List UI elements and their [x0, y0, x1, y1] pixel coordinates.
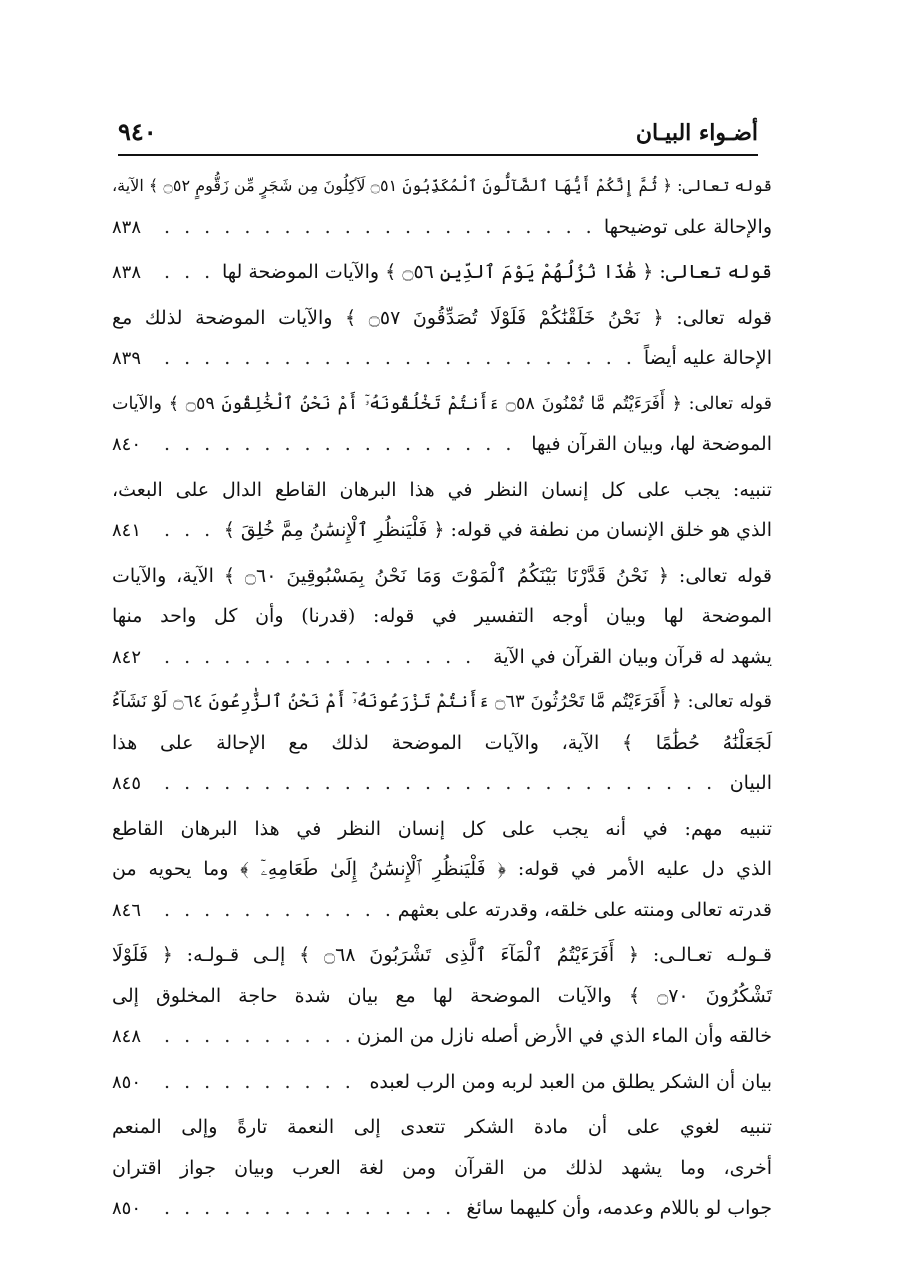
toc-line-text: قوله تعالى: ﴿ أَفَرَءَيْتُم مَّا تُمْنُونَ ۝٥٨ ءَأَنتُمْ تَخْلُقُونَهُۥٓ أَمْ نَحْنُ ٱلْخَٰلِقُونَ ۝٥٩ ﴾ والآيات [112, 393, 772, 414]
toc-line [112, 384, 772, 425]
toc-line-text: الذي دل عليه الأمر في قوله: ﴿ فَلْيَنظُرِ ٱلْإِنسَٰنُ إِلَىٰ طَعَامِهِۦٓ ﴾ وما يحويه من [112, 858, 772, 880]
toc-entry [112, 682, 772, 805]
toc-line [112, 166, 772, 207]
toc-line [112, 338, 772, 380]
toc-line [112, 723, 772, 764]
dot-leader [164, 207, 596, 248]
toc-entry [112, 556, 772, 679]
toc-line [112, 1188, 772, 1230]
toc-page-number: ٨٣٨ [112, 262, 142, 283]
toc-line [112, 596, 772, 637]
toc-line [112, 556, 772, 597]
toc-line-text: قوله تعالى: ﴿ ثُمَّ إِنَّكُمْ أَيُّهَا ٱلضَّآلُّونَ ٱلْمُكَذِّبُونَ ۝٥١ لَآكِلُونَ مِن شَجَرٍ مِّن زَقُّومٍ ۝٥٢ ﴾ الآية، [112, 176, 773, 195]
toc-line [112, 890, 772, 932]
header-rule [118, 154, 758, 156]
toc-line [112, 637, 772, 679]
toc-line [112, 252, 772, 294]
toc-entry [112, 1062, 772, 1104]
toc-line [112, 1016, 772, 1058]
toc-line [112, 207, 772, 249]
page-number: ٩٤٠ [118, 117, 157, 146]
toc-line-text: تَشْكُرُونَ ۝٧٠ ﴾ والآيات الموضحة لها مع بيان شدة حاجة المخلوق إلى [112, 984, 772, 1007]
toc-line-text: أخرى، وما يشهد لذلك من القرآن ومن لغة العرب وبيان جواز اقتران [112, 1156, 772, 1179]
toc-line-text: قدرته تعالى ومنته على خلقه، وقدرته على بعثهم [397, 898, 772, 921]
toc-page-number: ٨٤٥ [112, 773, 142, 794]
toc-line-text: تنبيه مهم: في أنه يجب على كل إنسان النظر في هذا البرهان القاطع [112, 817, 772, 840]
toc-page-number: ٨٥٠ [112, 1198, 142, 1219]
toc-page-number: ٨٤٨ [112, 1026, 142, 1047]
toc-line [112, 809, 772, 850]
toc-line [112, 935, 772, 976]
toc-entry [112, 809, 772, 932]
toc-line [112, 1107, 772, 1148]
toc-line [112, 1062, 772, 1104]
toc-line-text: خالقه وأن الماء الذي في الأرض أصله نازل من المزن [357, 1025, 772, 1047]
toc-page-number: ٨٤٢ [112, 646, 142, 668]
toc-line [112, 298, 772, 339]
toc-entry [112, 166, 772, 248]
dot-leader [164, 1188, 458, 1229]
toc-line-text: والإحالة على توضيحها [603, 215, 772, 238]
toc-line-text: بيان أن الشكر يطلق من العبد لربه ومن الرب لعبده [369, 1070, 772, 1093]
dot-leader [164, 890, 390, 931]
toc-page-number: ٨٤٠ [112, 434, 142, 455]
toc-line [112, 1148, 772, 1189]
dot-leader [164, 1062, 361, 1103]
toc-line-text: تنبيه لغوي على أن مادة الشكر تتعدى إلى النعمة تارةً وإلى المنعم [112, 1116, 772, 1138]
toc-line [112, 976, 772, 1017]
running-title: أضـواء البيـان [635, 120, 758, 146]
toc-entry [112, 298, 772, 380]
toc-line [112, 424, 772, 466]
toc-line [112, 470, 772, 511]
toc-line-text: الموضحة لها وبيان أوجه التفسير في قوله: (قدرنا) وأن كل واحد منها [112, 605, 772, 627]
dot-leader [164, 252, 214, 293]
toc-page-number: ٨٤٦ [112, 899, 142, 921]
toc-entry [112, 252, 772, 294]
toc-entry [112, 470, 772, 552]
toc-line-text: تنبيه: يجب على كل إنسان النظر في هذا البرهان القاطع الدال على البعث، [112, 478, 772, 501]
toc-line [112, 763, 772, 805]
toc-line-text: الموضحة لها، وبيان القرآن فيها [531, 433, 772, 455]
toc-line-text: قوله تعالى: ﴿ أَفَرَءَيْتُم مَّا تَحْرُثُونَ ۝٦٣ ءَأَنتُمْ تَزْرَعُونَهُۥٓ أَمْ نَحْنُ ٱلزَّٰرِعُونَ ۝٦٤ لَوْ نَشَآءُ [111, 691, 772, 712]
toc-line-text: جواب لو باللام وعدمه، وأن كليهما سائغ [466, 1197, 772, 1219]
toc-entry [112, 935, 772, 1058]
toc-page-number: ٨٣٩ [112, 348, 142, 369]
toc-page-number: ٨٣٨ [112, 216, 142, 238]
toc-line [112, 849, 772, 890]
toc-line-text: قوله تعالى: ﴿ نَحْنُ خَلَقْنَٰكُمْ فَلَوْلَا تُصَدِّقُونَ ۝٥٧ ﴾ والآيات الموضحة لذلك مع [112, 306, 772, 329]
toc-line-text: يشهد له قرآن وبيان القرآن في الآية [493, 645, 772, 668]
dot-leader [164, 510, 216, 551]
dot-leader [164, 1016, 349, 1057]
toc-line-text: الذي هو خلق الإنسان من نطفة في قوله: ﴿ فَلْيَنظُرِ ٱلْإِنسَٰنُ مِمَّ خُلِقَ ﴾ [223, 519, 772, 541]
toc-line-text: قوله تعالى: ﴿ هَٰذَا نُزُلُهُمْ يَوْمَ ٱلدِّينِ ۝٥٦ ﴾ والآيات الموضحة لها [221, 261, 772, 283]
toc-line-text: الإحالة عليه أيضاً [643, 347, 772, 369]
dot-leader [164, 637, 485, 678]
toc-line [112, 682, 772, 723]
table-of-contents [112, 166, 772, 1234]
dot-leader [164, 338, 636, 379]
page-header [118, 112, 758, 146]
toc-entry [112, 384, 772, 466]
toc-page-number: ٨٤١ [112, 520, 142, 541]
toc-entry [112, 1107, 772, 1230]
dot-leader [164, 763, 722, 804]
toc-page-number: ٨٥٠ [112, 1071, 142, 1093]
toc-line-text: البيان [729, 772, 772, 794]
toc-line-text: قوله تعالى: ﴿ نَحْنُ قَدَّرْنَا بَيْنَكُمُ ٱلْمَوْتَ وَمَا نَحْنُ بِمَسْبُوقِينَ ۝٦٠ ﴾ الآية، والآيات [112, 564, 772, 587]
toc-line [112, 510, 772, 552]
dot-leader [164, 424, 523, 465]
toc-line-text: لَجَعَلْنَٰهُ حُطَٰمًا ﴾ الآية، والآيات الموضحة لذلك مع الإحالة على هذا [112, 731, 773, 754]
toc-line-text: قـولـه تعـالـى: ﴿ أَفَرَءَيْتُمُ ٱلْمَآءَ ٱلَّذِى تَشْرَبُونَ ۝٦٨ ﴾ إلـى قـولـه: ﴿ فَلَوْلَا [112, 944, 772, 966]
